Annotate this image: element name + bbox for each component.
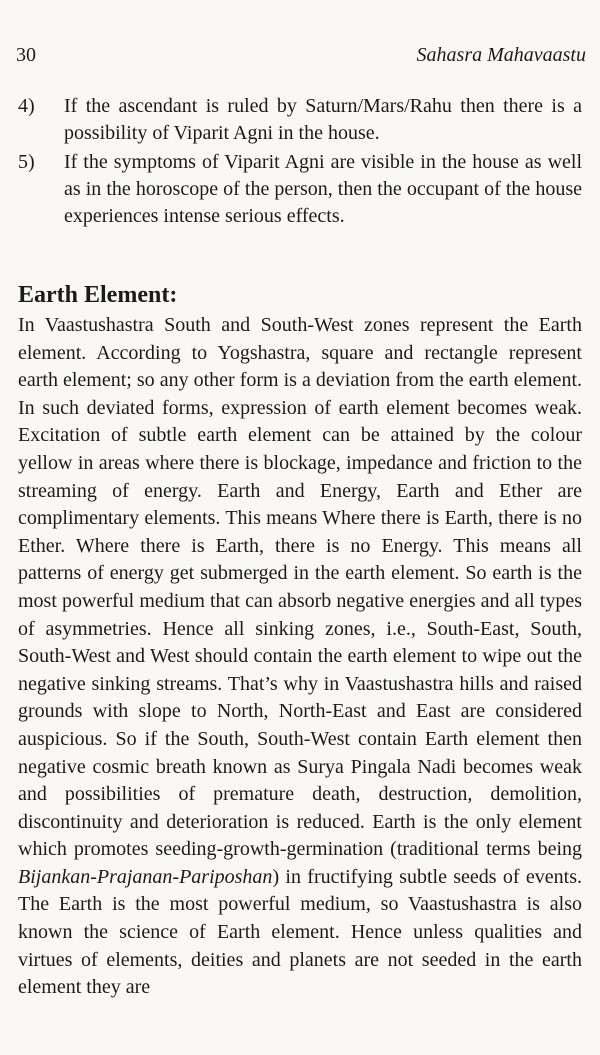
- list-item-number: 4): [18, 95, 35, 117]
- list-item-text: If the ascendant is ruled by Saturn/Mars/Rahu then there is a possibility of Viparit Agni in the house.: [64, 95, 582, 144]
- page-number: 30: [16, 44, 36, 66]
- paragraph-text-continued: ) in fructifying subtle seeds of events. The Earth is the most powerful medium, so Vaastushastra is also known the science of Earth element. Hence unless qualities and virtues of elements, deities and planets are not seeded in the earth element they are: [18, 865, 582, 999]
- body-paragraph: [18, 312, 582, 1002]
- list-item-number: 5): [18, 151, 35, 173]
- numbered-list: [18, 93, 582, 232]
- list-item-text: If the symptoms of Viparit Agni are visible in the house as well as in the horoscope of the person, then the occupant of the house experiences intense serious effects.: [64, 151, 582, 227]
- section-heading: Earth Element:: [18, 282, 178, 308]
- page-header: [16, 44, 586, 70]
- paragraph-text: In Vaastushastra South and South-West zones represent the Earth element. According to Yogshastra, square and rectangle represent earth element; so any other form is a deviation from the earth element. In such deviated forms, expression of earth element becomes weak. Excitation of subtle earth element can be attained by the colour yellow in areas where there is blockage, impedance and friction to the streaming of energy. Earth and Energy, Earth and Ether are complimentary elements. This means Where there is Earth, there is no Ether. Where there is Earth, there is no Energy. This means all patterns of energy get submerged in the earth element. So earth is the most powerful medium that can absorb negative energies and all types of asymmetries. Hence all sinking zones, i.e., South-East, South, South-West and West should contain the earth element to wipe out the negative sinking streams. That’s why in Vaastushastra hills and raised grounds with slope to North, North-East and East are considered auspicious. So if the South, South-West contain Earth element then negative cosmic breath known as Surya Pingala Nadi becomes weak and possibilities of premature death, destruction, demolition, discontinuity and deterioration is reduced. Earth is the only element which promotes seeding-growth-germination (traditional terms being: [18, 314, 582, 861]
- running-title: Sahasra Mahavaastu: [416, 44, 586, 66]
- list-item: [18, 149, 582, 230]
- paragraph-italic-term: Bijankan-Prajanan-Pariposhan: [18, 865, 273, 888]
- list-item: [18, 93, 582, 147]
